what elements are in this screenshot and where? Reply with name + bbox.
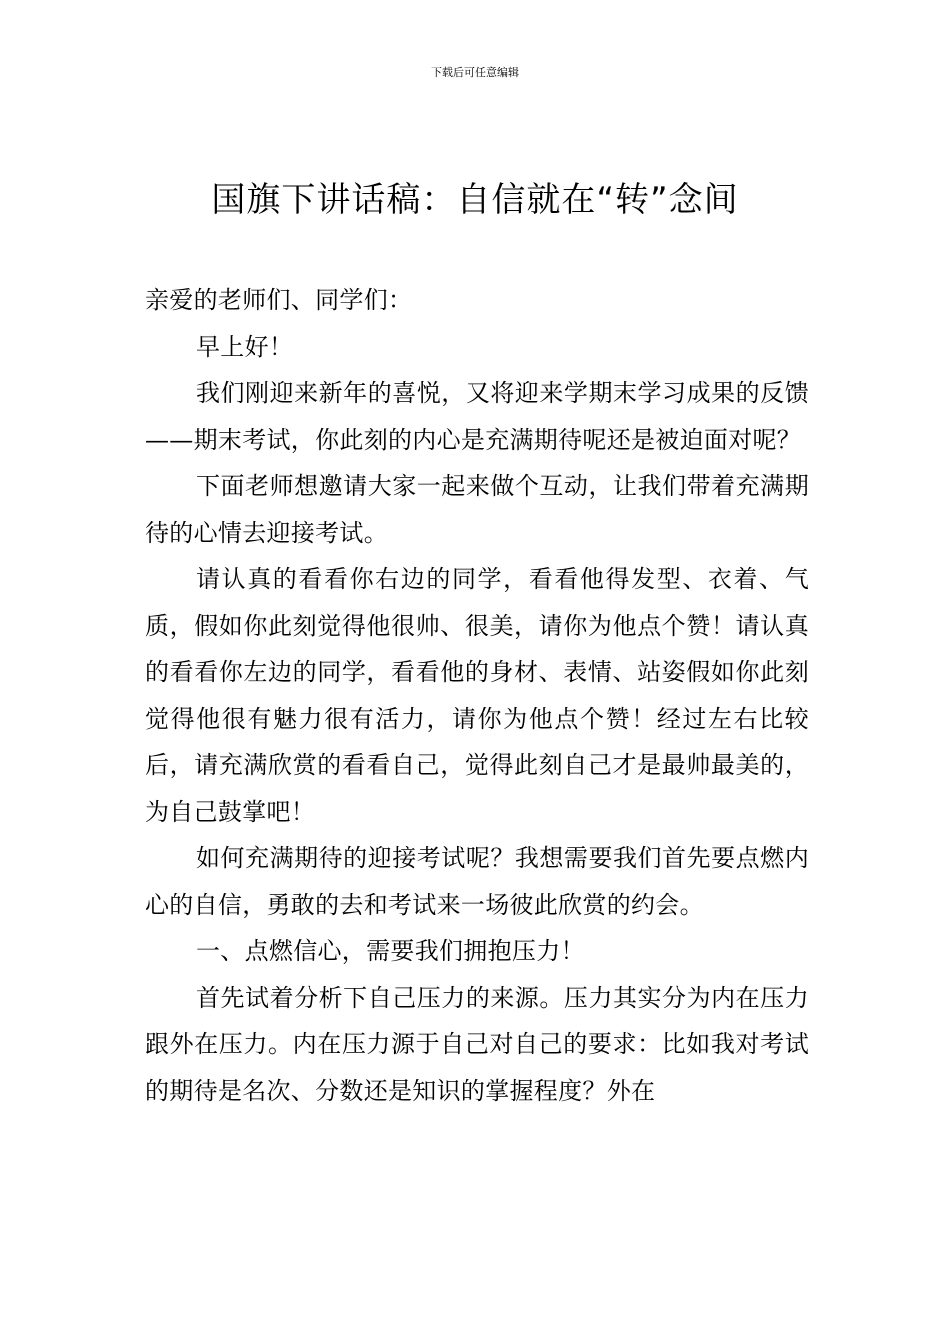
page-header-note: 下载后可任意编辑 [431, 66, 519, 79]
body-paragraph: 早上好！ [196, 332, 294, 361]
body-paragraph: 如何充满期待的迎接考试呢？我想需要我们首先要点燃内心的自信，勇敢的去和考试来一场彼此欣赏的约会。 [145, 844, 809, 919]
document-body [145, 277, 809, 1114]
body-paragraph: 下面老师想邀请大家一起来做个互动，让我们带着充满期待的心情去迎接考试。 [145, 472, 809, 547]
greeting-paragraph: 亲爱的老师们、同学们： [145, 286, 413, 314]
body-paragraph: 首先试着分析下自己压力的来源。压力其实分为内在压力跟外在压力。内在压力源于自己对自己的要求：比如我对考试的期待是名次、分数还是知识的掌握程度？外在 [145, 983, 809, 1105]
body-paragraph: 请认真的看看你右边的同学，看看他得发型、衣着、气质，假如你此刻觉得他很帅、很美，请你为他点个赞！请认真的看看你左边的同学，看看他的身材、表情、站姿假如你此刻觉得他很有魅力很有活力，请你为他点个赞！经过左右比较后，请充满欣赏的看看自己，觉得此刻自己才是最帅最美的，为自己鼓掌吧！ [145, 565, 809, 826]
body-paragraph: 我们刚迎来新年的喜悦，又将迎来学期末学习成果的反馈——期末考试，你此刻的内心是充满期待呢还是被迫面对呢？ [145, 379, 809, 454]
section-heading: 一、点燃信心，需要我们拥抱压力！ [196, 937, 585, 965]
document-title: 国旗下讲话稿：自信就在“转”念间 [211, 180, 739, 220]
